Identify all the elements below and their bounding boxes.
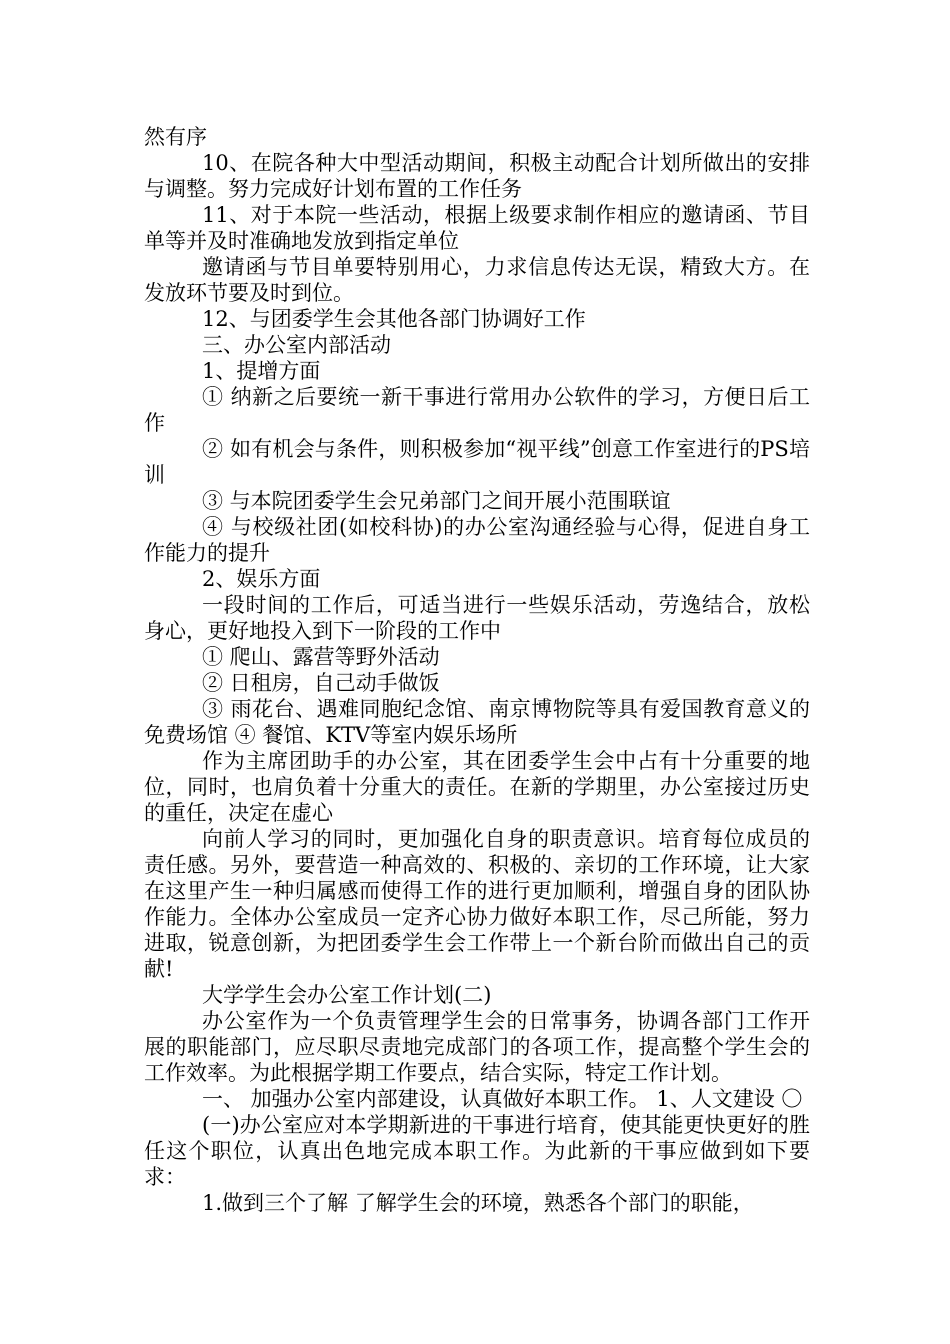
list-item: ① 纳新之后要统一新干事进行常用办公软件的学习，方便日后工作 [144, 385, 810, 435]
subsection-heading: 2、娱乐方面 [202, 567, 321, 591]
paragraph: 12、与团委学生会其他各部门协调好工作 [202, 307, 586, 331]
paragraph: 10、在院各种大中型活动期间，积极主动配合计划所做出的安排与调整。努力完成好计划布置的工作任务 [144, 151, 810, 201]
paragraph: (一)办公室应对本学期新进的干事进行培育，使其能更快更好的胜任这个职位，认真出色地完成本职工作。为此新的干事应做到如下要求： [144, 1113, 810, 1189]
list-item: ② 日租房，自己动手做饭 [202, 671, 440, 695]
section-heading: 三、办公室内部活动 [202, 333, 391, 357]
list-item: ④ 与校级社团(如校科协)的办公室沟通经验与心得，促进自身工作能力的提升 [144, 515, 810, 565]
paragraph: 1.做到三个了解 了解学生会的环境，熟悉各个部门的职能， [202, 1191, 754, 1215]
list-item: ③ 与本院团委学生会兄弟部门之间开展小范围联谊 [202, 489, 671, 513]
paragraph: 邀请函与节目单要特别用心，力求信息传达无误，精致大方。在发放环节要及时到位。 [144, 255, 810, 305]
paragraph: 作为主席团助手的办公室，其在团委学生会中占有十分重要的地位，同时，也肩负着十分重大的责任。在新的学期里，办公室接过历史的重任，决定在虚心 [144, 749, 810, 825]
subsection-heading: 1、提增方面 [202, 359, 321, 383]
paragraph: 一段时间的工作后，可适当进行一些娱乐活动，劳逸结合，放松身心，更好地投入到下一阶段的工作中 [144, 593, 810, 643]
list-item: ③ 雨花台、遇难同胞纪念馆、南京博物院等具有爱国教育意义的免费场馆 ④ 餐馆、KTV等室内娱乐场所 [144, 697, 810, 747]
document-title: 大学学生会办公室工作计划(二) [202, 983, 492, 1007]
list-item: ② 如有机会与条件，则积极参加“视平线”创意工作室进行的PS培训 [144, 437, 810, 487]
paragraph: 向前人学习的同时，更加强化自身的职责意识。培育每位成员的责任感。另外，要营造一种高效的、积极的、亲切的工作环境，让大家在这里产生一种归属感而使得工作的进行更加顺利，增强自身的团队协作能力。全体办公室成员一定齐心协力做好本职工作，尽己所能，努力进取，锐意创新，为把团委学生会工作带上一个新台阶而做出自己的贡献! [144, 827, 810, 981]
paragraph: 然有序 [144, 125, 207, 149]
document-page [144, 124, 810, 1216]
section-heading: 一、 加强办公室内部建设，认真做好本职工作。 1、人文建设 〇 [202, 1087, 803, 1111]
list-item: ① 爬山、露营等野外活动 [202, 645, 440, 669]
paragraph: 11、对于本院一些活动，根据上级要求制作相应的邀请函、节目单等并及时准确地发放到指定单位 [144, 203, 810, 253]
paragraph: 办公室作为一个负责管理学生会的日常事务，协调各部门工作开展的职能部门，应尽职尽责地完成部门的各项工作，提高整个学生会的工作效率。为此根据学期工作要点，结合实际，特定工作计划。 [144, 1009, 810, 1085]
